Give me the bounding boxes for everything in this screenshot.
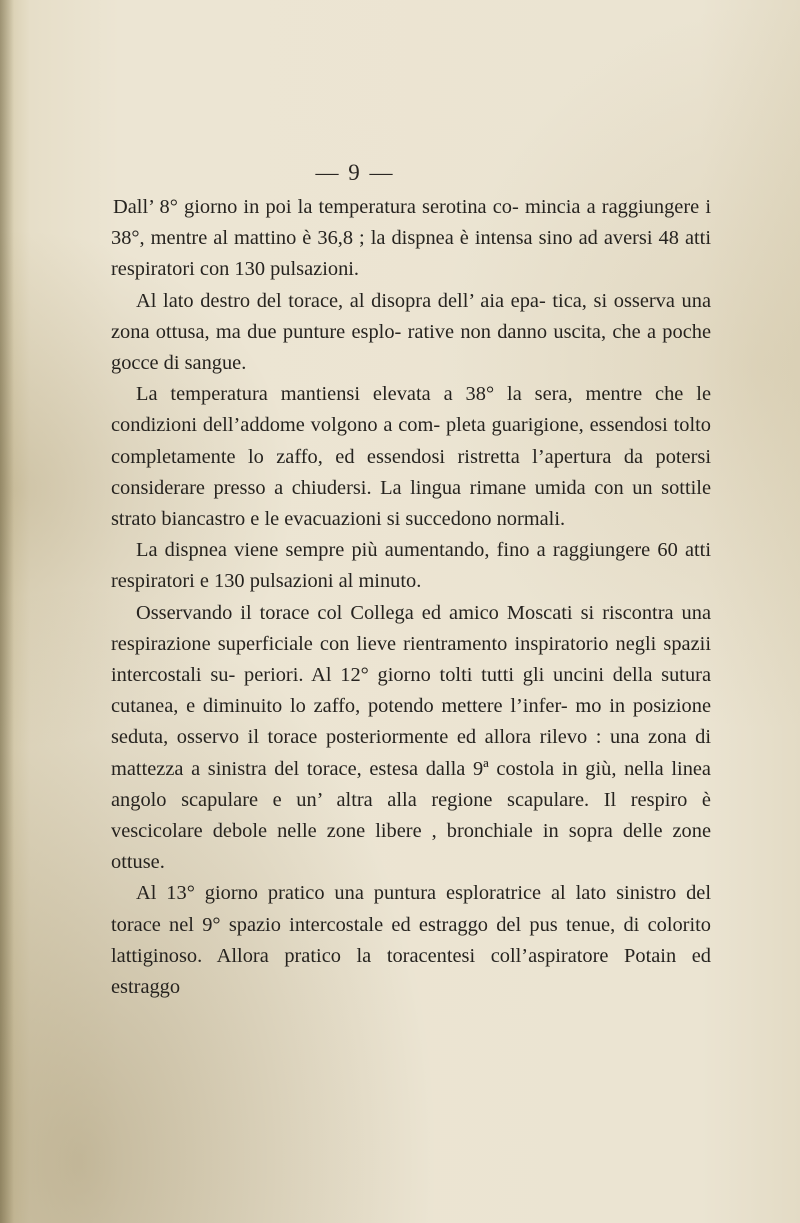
page-number: — 9 — [315,160,395,185]
paragraph: Al 13° giorno pratico una puntura esploratrice al lato sinistro del torace nel 9° spazio intercostale ed estraggo del pus tenue, di colorito lattiginoso. Allora pratico la toracentesi coll’aspiratore Potain ed estraggo [111,882,711,999]
body-text [111,192,711,1003]
paragraph: Al lato destro del torace, al disopra dell’ aia epa- tica, si osserva una zona ottusa, ma due punture esplo- rative non danno uscita, che a poche gocce di sangue. [111,289,711,375]
paragraph: La dispnea viene sempre più aumentando, fino a raggiungere 60 atti respiratori e 130 pulsazioni al minuto. [111,539,711,593]
paragraph: La temperatura mantiensi elevata a 38° la sera, mentre che le condizioni dell’addome volgono a com- pleta guarigione, essendosi tolto completamente lo zaffo, ed essendosi ristretta l’apertura da potersi considerare presso a chiudersi. La lingua rimane umida con un sottile strato biancastro e le evacuazioni si succedono normali. [111,383,711,531]
paragraph: Dall’ 8° giorno in poi la temperatura serotina co- mincia a raggiungere i 38°, mentre al mattino è 36,8 ; la dispnea è intensa sino ad aversi 48 atti respiratori con 130 pulsazioni. [111,196,711,281]
paragraph: Osservando il torace col Collega ed amico Moscati si riscontra una respirazione superficiale con lieve rientramento inspiratorio negli spazii intercostali su- periori. Al 12° giorno tolti tutti gli uncini della sutura cutanea, e diminuito lo zaffo, potendo mettere l’infer- mo in posizione seduta, osservo il torace posteriormente ed allora rilevo : una zona di mattezza a sinistra del torace, estesa dalla 9ª costola in giù, nella linea angolo scapulare e un’ altra alla regione scapulare. Il respiro è vescicolare debole nelle zone libere , bronchiale in sopra delle zone ottuse. [111,601,711,874]
